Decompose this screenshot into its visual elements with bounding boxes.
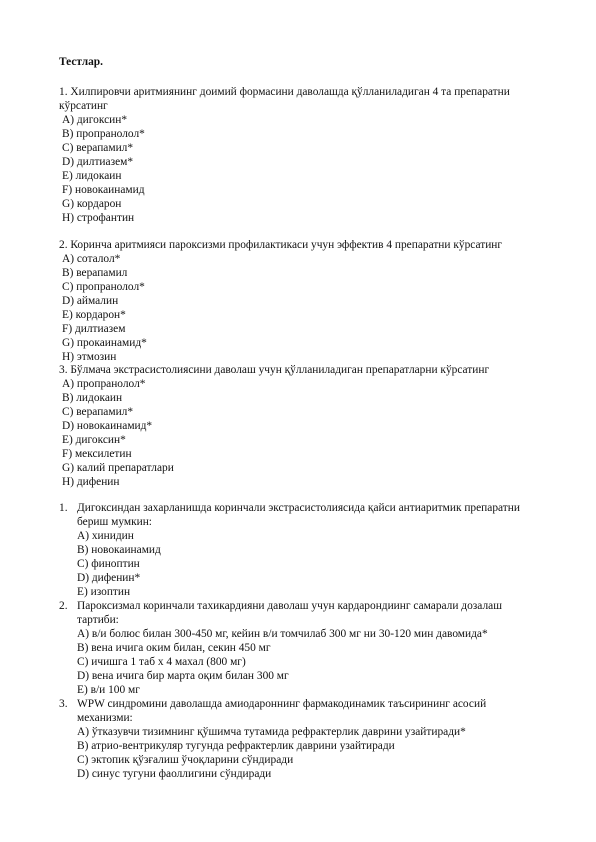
q3-option: С) верапамил* (62, 406, 134, 418)
q1-option: G) кордарон (62, 198, 122, 210)
n1-stem-line1: Дигоксиндан захарланишда коринчали экстрасистолиясида қайси антиаритмик препаратни (77, 502, 520, 514)
n1-option: D) дифенин* (77, 572, 141, 584)
q2-option: F) дилтиазем (62, 323, 126, 335)
n3-stem-line1: WPW синдромини даволашда амиодароннинг фармакодинамик таъсирининг асосий (77, 698, 487, 710)
n1-option: А) хинидин (77, 530, 134, 542)
q3-option: Е) дигоксин* (62, 434, 126, 446)
n1-option: В) новокаинамид (77, 544, 161, 556)
q2-option: С) пропранолол* (62, 281, 145, 293)
n2-stem-line1: Пароксизмал коринчали тахикардияни даволаш учун кардарондиинг самарали дозалаш (77, 600, 502, 612)
n3-option: С) эктопик қўзғалиш ўчоқларини сўндиради (77, 754, 294, 766)
q1-stem-line1: 1. Хилпировчи аритмиянинг доимий формасини даволашда қўлланиладиган 4 та препаратни (59, 86, 510, 98)
q3-option: G) калий препаратлари (62, 462, 174, 474)
q2-option: D) аймалин (62, 295, 119, 307)
q1-option: Е) лидокаин (62, 170, 122, 182)
n1-stem-line2: бериш мумкин: (77, 516, 152, 528)
q1-stem-line2: кўрсатинг (59, 100, 108, 112)
n2-number: 2. (59, 600, 68, 612)
q1-option: F) новокаинамид (62, 184, 145, 196)
n3-number: 3. (59, 698, 68, 710)
n2-stem-line2: тартиби: (77, 614, 119, 626)
n2-option: А) в/и болюс билан 300-450 мг, кейин в/и томчилаб 300 мг ни 30-120 мин давомида* (77, 628, 488, 640)
n3-option: А) ўтказувчи тизимнинг қўшимча тутамида рефрактерлик даврини узайтиради* (77, 726, 466, 738)
q3-option: В) лидокаин (62, 392, 123, 404)
q2-option: Е) кордарон* (62, 309, 126, 321)
n1-option: С) финоптин (77, 558, 140, 570)
n2-option: С) ичишга 1 таб х 4 махал (800 мг) (77, 656, 246, 668)
q1-option: D) дилтиазем* (62, 156, 134, 168)
n2-option: Е) в/и 100 мг (77, 684, 140, 696)
n3-option: D) синус тугуни фаоллигини сўндиради (77, 768, 272, 780)
n2-option: D) вена ичига бир марта оқим билан 300 мг (77, 670, 289, 682)
q3-option: А) пропранолол* (62, 378, 146, 390)
q1-option: Н) строфантин (62, 212, 135, 224)
n1-number: 1. (59, 502, 68, 514)
q3-stem: 3. Бўлмача экстрасистолиясини даволаш учун қўлланиладиган препаратларни кўрсатинг (59, 364, 490, 376)
n3-stem-line2: механизми: (77, 712, 133, 724)
q2-option: G) прокаинамид* (62, 337, 147, 349)
q2-option: Н) этмозин (62, 351, 117, 363)
q3-option: D) новокаинамид* (62, 420, 153, 432)
q1-option: В) пропранолол* (62, 128, 145, 140)
page-title: Тестлар. (59, 56, 103, 68)
q2-option: В) верапамил (62, 267, 128, 279)
n2-option: В) вена ичига оким билан, секин 450 мг (77, 642, 271, 654)
n3-option: В) атрио-вентрикуляр тугунда рефрактерлик даврини узайтиради (77, 740, 395, 752)
q1-option: С) верапамил* (62, 142, 134, 154)
q3-option: Н) дифенин (62, 476, 120, 488)
q3-option: F) мексилетин (62, 448, 132, 460)
q2-stem: 2. Коринча аритмияси пароксизми профилактикаси учун эффектив 4 препаратни кўрсатинг (59, 239, 503, 251)
n1-option: Е) изоптин (77, 586, 131, 598)
q1-option: А) дигоксин* (62, 114, 128, 126)
q2-option: А) соталол* (62, 253, 121, 265)
